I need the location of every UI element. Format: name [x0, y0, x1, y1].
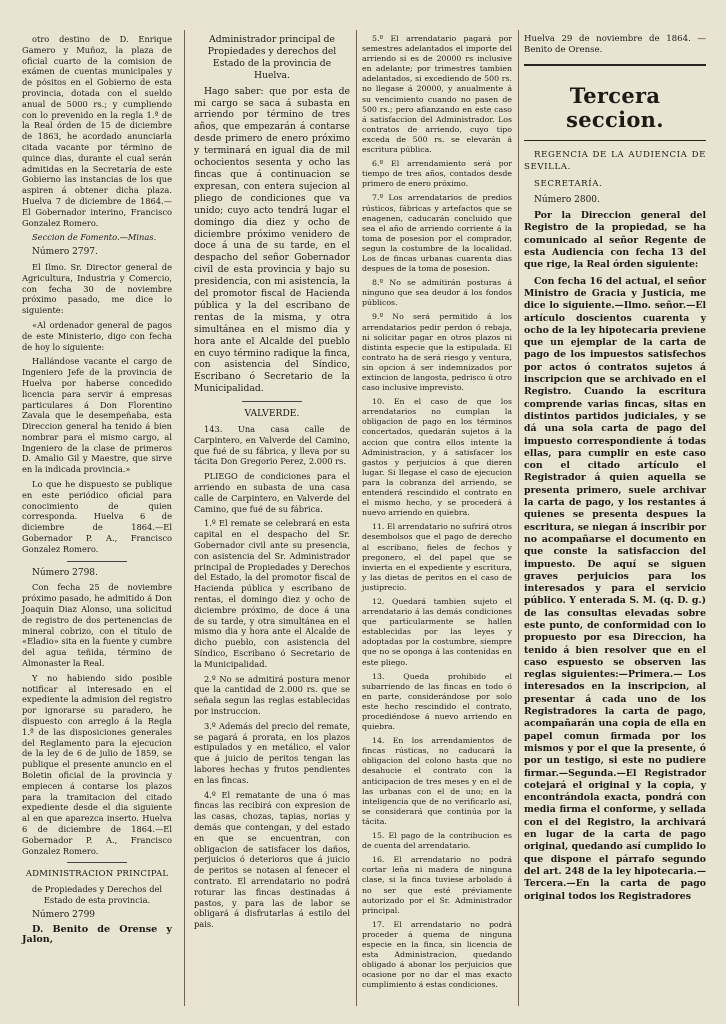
notice-number: Número 2798. — [32, 567, 98, 578]
column-2 — [194, 34, 350, 934]
paragraph: otro destino de D. Enrique Gamero y Muñoz, la plaza de oficial cuarto de la comision de exámen de cuentas municipales y de pósitos en el Gobierno de esta provincia, dotada con el sueldo anual de 5000 rs.; y cumpliendo con lo prevenido en la regla 1.ª de la Real órden de 15 de diciembre de 1863, he acordado anunciarla citada vacante por término de quince dias, durante el cual serán admitidas en la Secretaría de este Gobierno las instancias de los que aspiren á obtener dicha plaza. Huelva 7 de diciembre de 1864.—El Gobernador interino, Francisco Gonzalez Romero. — [22, 34, 172, 228]
paragraph: 10. En el caso de que los arrendatarios no cumplan la obligacion de pago en los términos concertados, quedarán sujetos á la accion que contra ellos intente la Administracion, y á satisfacer los gastos y perjuicios á que dieren lugar. Si llegase el caso de ejecucion para la cobranza del arriendo, se entenderá rescindido el contrato en el mismo hecho, y se procederá á nuevo arriendo en quiebra. — [362, 397, 512, 518]
column-divider — [518, 30, 519, 1006]
byline: D. Benito de Orense y Jalon, — [22, 923, 172, 946]
paragraph: Y no habiendo sido posible notificar al interesado en el expediente la admision del registro por ignorarse su paradero, he dispuesto con arreglo á la Regla 1.ª de las disposiciones generales del Reglamento para la ejecucion de la ley de 6 de julio de 1859, se publique el presente anuncio en el Boletin oficial de la provincia y empiecen á contarse los plazos para la tramitacion del citado expediente desde el dia siguiente al en que aparezca inserto. Huelva 6 de diciembre de 1864.—El Gobernador P. A., Francisco Gonzalez Romero. — [22, 672, 172, 856]
column-divider — [356, 30, 357, 1006]
paragraph: 13. Queda prohibido el subarriendo de las fincas en todo ó en parte, considerándose por solo este hecho rescindido el contrato, procediéndose á nuevo arriendo en quiebra. — [362, 671, 512, 732]
section-rule — [524, 140, 706, 141]
paragraph: 2.º No se admitirá postura menor que la cantidad de 2.000 rs. que se señala segun las reglas establecidas por instruccion. — [194, 673, 350, 717]
paragraph: Hago saber: que por esta de mi cargo se saca á subasta en arriendo por término de tres años, que empezarán á contarse desde primero de enero próximo y terminará en igual dia de mil ochocientos sesenta y ocho las fincas que á continuacion se expresan, con entera sujecion al pliego de condiciones que va unido; cuyo acto tendrá lugar el domingo dia diez y ocho de diciembre próximo venidero de doce á una de su tarde, en el despacho del señor Gobernador civil de esta provincia y bajo su presidencia, con mi asistencia, la del promotor fiscal de Hacienda pública y la del escribano de rentas de la misma, y otra simultánea en el mismo dia y hora ante el Alcalde del pueblo en cuyo término radique la finca, con asistencia del Síndico, Escribano ó Secretario de la Municipalidad. — [194, 85, 350, 395]
paragraph: Lo que he dispuesto se publique en este periódico oficial para conocimiento de quien corresponda. Huelva 6 de diciembre de 1864.—El Gobernador P. A., Francisco Gonzalez Romero. — [22, 479, 172, 554]
section-title: Tercera seccion. — [566, 83, 664, 132]
dateline: Huelva 29 de noviembre de 1864. —Benito de Orense. — [524, 34, 706, 55]
admin-heading: ADMINISTRACION PRINCIPAL — [25, 869, 169, 880]
paragraph: 8.º No se admitirán posturas á ninguno que sea deudor á los fondos públicos. — [362, 278, 512, 308]
secretaria-heading: SECRETARÍA. — [534, 178, 603, 189]
place-heading: VALVERDE. — [244, 408, 300, 420]
separator — [242, 401, 302, 402]
paragraph: 17. El arrendatario no podrá proceder á quema de ninguna especie en la finca, sin licencia de esta Administracion, quedando obligado á abonar los perjuicios que ocasione por no dar el mas exacto cumplimiento á estas condiciones. — [362, 919, 512, 990]
paragraph: Por la Direccion general del Registro de la propiedad, se ha comunicado al señor Regente de esta Audiencia con fecha 13 del que rige, la Real órden siguiente: — [524, 210, 706, 271]
paragraph: 7.º Los arrendatarios de predios rústicos, fábricas y artefactos que se enagenen, caducarán concluido que sea el año de arriendo corriente á la toma de posesion por el comprador, segun la costumbre de la localidad. Los de fincas urbanas cuarenta dias despues de la toma de posesion. — [362, 193, 512, 274]
paragraph: PLIEGO de condiciones para el arriendo en subasta de una casa calle de Carpintero, en Valverde del Camino, que fué de su fábrica. — [194, 471, 350, 514]
column-divider — [184, 30, 185, 1006]
paragraph: Con fecha 25 de noviembre próximo pasado, he admitido á Don Joaquin Diaz Alonso, una solicitud de registro de dos pertenencias de mineral cobrizo, con el título de «Eladio» sita en la fuente y cumbre del agua teñida, término de Almonaster la Real. — [22, 582, 172, 669]
separator — [67, 561, 127, 562]
column-3 — [362, 34, 512, 994]
paragraph: «Al ordenador general de pagos de este Ministerio, digo con fecha de hoy lo siguiente: — [22, 319, 172, 352]
admin-subheading: de Propiedades y Derechos del Estado de esta provincia. — [31, 884, 163, 905]
paragraph: Hallándose vacante el cargo de Ingeniero Jefe de la provincia de Huelva por haberse concedido licencia para servir á empresas particulares á Don Florentino Zavala que le desempeñaba, esta Direccion general ha tenido á bien nombrar para el mismo cargo, al Ingeniero de la clase de primeros D. Amalio Gil y Maestre, que sirve en la indicada provincia.» — [22, 356, 172, 475]
notice-number: Número 2797. — [32, 247, 98, 258]
section-label: Seccion de Fomento.—Minas. — [32, 232, 157, 243]
paragraph: Con fecha 16 del actual, el señor Ministro de Gracia y Justicia, me dice lo siguiente.—Ilmo. señor.—El artículo doscientos cuarenta y ocho de la ley hipotecaria previene que un ejemplar de la carta de pago de los impuestos satisfechos por actos ó contratos sujetos á inscripcion que se archivado en el Registro. Cuando la escritura comprende varias fincas, sitas en distintos partidos judiciales, y se dá una sola carta de pago del impuesto correspondiente á todas ellas, para cumplir en este caso con el citado artículo el Registrador á quien aquella se presenta primero, suele archivar la carta de pago, y los restantes á quienes se presenta despues la escritura, se niegan á inscribir por no acompañarse el documento en que conste la satisfaccion del impuesto. De aquí se siguen graves perjuicios para los interesados y para el servicio público. Y enterada S. M. (q. D. g.) de las consultas elevadas sobre este punto, de conformidad con lo propuesto por esa Direccion, ha tenido á bien resolver que en el caso espuesto se observen las reglas siguientes:—Primera.— Los interesados en la inscripcion, al presentar á cada uno de los Registradores la carta de pago, acompañarán una copia de ella en papel comun firmada por los mismos y por el que la presente, ó por un testigo, si este no pudiere firmar.—Segunda.—El Registrador cotejará el original y la copia, y encontrándola exacta, pondrá con media firma el conforme, y sellada con el del Registro, la archivará en lugar de la carta de pago original, quedando así cumplido lo que dispone el párrafo segundo del art. 248 de la ley hipotecaria.—Tercera.—En la carta de pago original todos los Registradores — [524, 275, 707, 902]
paragraph: 3.º Además del precio del remate, se pagará á prorata, en los plazos estipulados y en metálico, el valor que á juicio de peritos tengan las labores hechas y frutos pendientes en las fincas. — [194, 720, 350, 785]
paragraph: 15. El pago de la contribucion es de cuenta del arrendatario. — [362, 831, 512, 851]
column-1 — [22, 34, 172, 950]
paragraph: 1.º El remate se celebrará en esta capital en el despacho del Sr. Gobernador civil ante su presencia, con asistencia del Sr. Administrador principal de Propiedades y Derechos del Estado, la del promotor fiscal de Hacienda pública y escribano de rentas, el domingo diez y ocho de diciembre próximo, de doce á una de su tarde, y otra simultánea en el mismo dia y hora ante el Alcalde de dicho pueblo, con asistencia del Síndico, Escribano ó Secretario de la Municipalidad. — [194, 518, 350, 669]
paragraph: 9.º No será permitido á los arrendatarios pedir perdon ó rebaja, ni solicitar pagar en otros plazos ni distinta especie que la estipulada. El contrato ha de será riesgo y ventura, sin opcion á ser indemnizados por extincion de langosta, pedrisco ú otro caso inclusive imprevisto. — [362, 312, 512, 393]
notice-number: Número 2800. — [534, 194, 600, 205]
paragraph: 16. El arrendatario no podrá cortar leña ni madera de ninguna clase, si la finca tuviese arbolado á no ser que esté préviamente autorizado por el Sr. Administrador principal. — [362, 855, 512, 915]
paragraph: 11. El arrendatario no sufrirá otros desembolsos que el pago de derecho al escribano, fieles de fechos y pregonero, el del papel que se invierta en el expediente y escritura, y las dietas de peritos en el caso de justiprecio. — [362, 522, 512, 592]
section-rule — [524, 64, 706, 66]
paragraph: 5.º El arrendatario pagará por semestres adelantados el importe del arriendo si es de 20000 rs inclusive en adelante; por trimestres tambien adelantados, si excediendo de 500 rs. no llegase á 20000, y anualmente á su vencimiento cuando no pasen de 500 rs.; pero afianzando en este caso á satisfaccion del Administrador. Los contratos de arriendo, cuyo tipo exceda de 500 rs. se elevarán á escritura pública. — [362, 34, 512, 155]
paragraph: Administrador principal de Propiedades y derechos del Estado de la provincia de Huelva. — [207, 34, 337, 81]
paragraph: 4.º El rematante de una ó mas fincas las recibirá con expresion de las casas, chozas, tapias, norias y demás que contengan, y del estado en que se encuentran, con obligacion de satisfacer los daños, perjuicios ó deterioros que á juicio de peritos se notasen al fenecer el contrato. El arrendatario no podrá roturar las fincas destinadas á pastos, y para las de labor se obligará á disfrutarlas á estilo del pais. — [194, 789, 350, 930]
paragraph: 143. Una casa calle de Carpintero, en Valverde del Camino, que fué de su fábrica, y lleva por su tácita Don Gregorio Perez, 2.000 rs. — [194, 424, 350, 467]
court-heading: REGENCIA DE LA AUDIENCIA DE SEVILLA. — [524, 150, 706, 173]
paragraph: 12. Quedará tambien sujeto el arrendatario á las demás condiciones que particularmente se hallen establecidas por las leyes y adoptadas por la costumbre, siempre que no se oponga á las contenidas en este pliego. — [362, 596, 512, 667]
notice-number: Número 2799 — [32, 909, 96, 920]
paragraph: El Ilmo. Sr. Director general de Agricultura, Industria y Comercio, con fecha 30 de noviembre próximo pasado, me dice lo siguiente: — [22, 261, 172, 316]
paragraph: 14. En los arrendamientos de fincas rústicas, no caducará la obligacion del colono hasta que no desahucie el contrato con la anticipacion de tres meses y en el de las urbanas con el de uno; en la inteligencia que de no verificarlo así, se considerará que continúa por la tácita. — [362, 736, 512, 826]
column-4 — [524, 34, 706, 907]
paragraph: 6.º El arrendamiento será por tiempo de tres años, contados desde primero de enero próximo. — [362, 159, 512, 189]
separator — [67, 862, 127, 863]
